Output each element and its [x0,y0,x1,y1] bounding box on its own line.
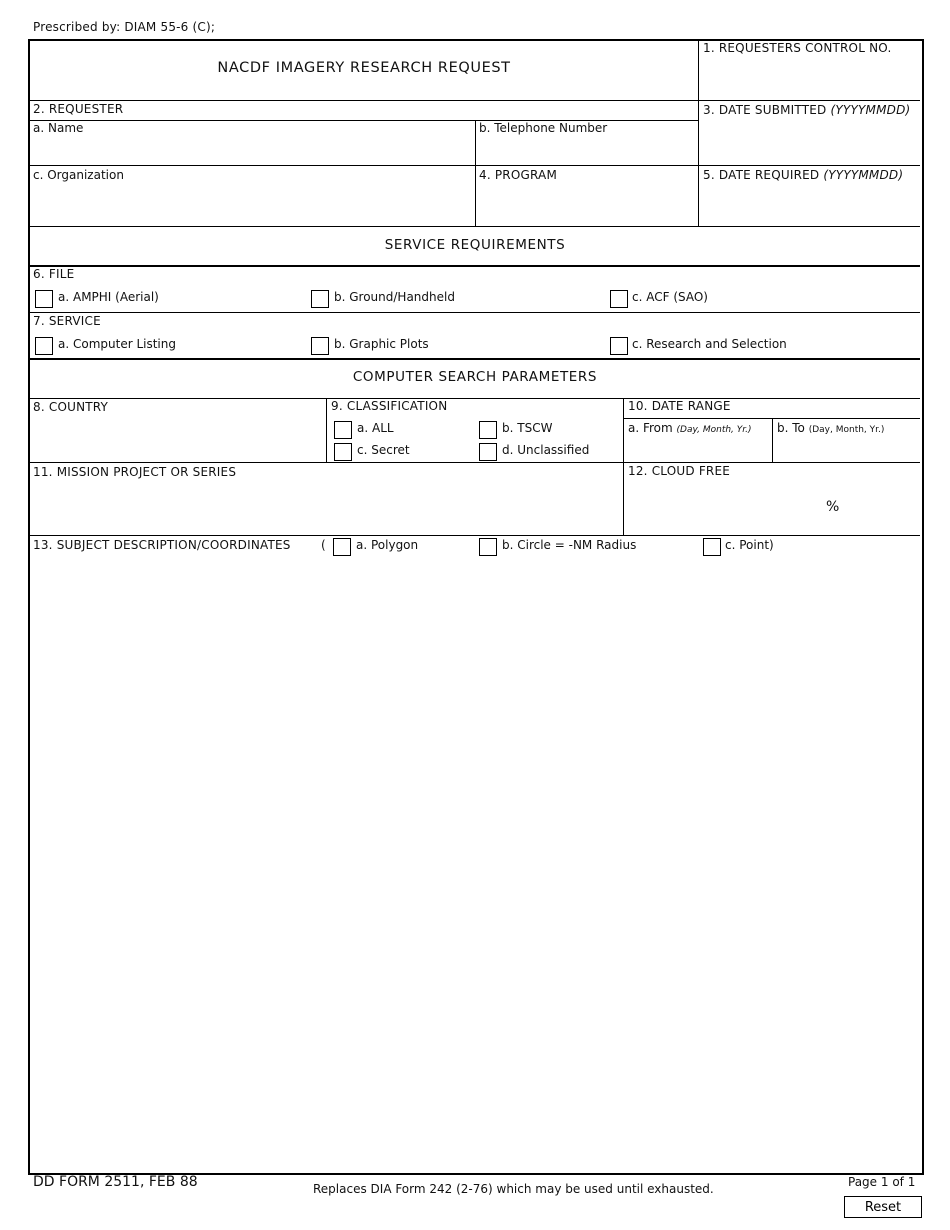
file-ground-label: b. Ground/Handheld [334,290,455,304]
subject-description-label: 13. SUBJECT DESCRIPTION/COORDINATES [33,538,291,552]
subject-circle-checkbox[interactable] [479,538,497,556]
file-ground-checkbox[interactable] [311,290,329,308]
subject-polygon-label: a. Polygon [356,538,419,552]
subject-point-checkbox[interactable] [703,538,721,556]
telephone-input[interactable] [477,138,697,164]
classification-secret-label: c. Secret [357,443,410,457]
cloud-free-input[interactable] [625,496,821,520]
form-title: NACDF IMAGERY RESEARCH REQUEST [217,60,511,76]
telephone-label: b. Telephone Number [479,121,608,135]
percent-sign: % [826,499,840,515]
reset-button[interactable]: Reset [844,1196,922,1218]
replaces-note: Replaces DIA Form 242 (2-76) which may be used until exhausted. [313,1182,714,1196]
program-input[interactable] [477,186,697,224]
file-amphi-label: a. AMPHI (Aerial) [58,290,159,304]
requesters-control-label: 1. REQUESTERS CONTROL NO. [703,41,892,55]
organization-input[interactable] [30,186,474,224]
program-label: 4. PROGRAM [479,168,557,182]
service-requirements-title: SERVICE REQUIREMENTS [384,237,566,253]
requesters-control-input[interactable] [700,58,920,98]
prescribed-by: Prescribed by: DIAM 55-6 (C); [33,20,216,34]
service-computer-listing-checkbox[interactable] [35,337,53,355]
subject-circle-label: b. Circle = -NM Radius [502,538,637,552]
page-indicator: Page 1 of 1 [848,1175,916,1189]
classification-unclassified-checkbox[interactable] [479,443,497,461]
classification-label: 9. CLASSIFICATION [331,399,448,413]
subject-open-paren: ( [321,538,326,552]
service-computer-listing-label: a. Computer Listing [58,337,176,351]
classification-secret-checkbox[interactable] [334,443,352,461]
name-label: a. Name [33,121,84,135]
cloud-free-label: 12. CLOUD FREE [628,464,731,478]
date-submitted-label: 3. DATE SUBMITTED (YYYYMMDD) [703,103,911,117]
date-required-label: 5. DATE REQUIRED (YYYYMMDD) [703,168,904,182]
file-label: 6. FILE [33,267,75,281]
subject-point-label: c. Point) [725,538,774,552]
subject-polygon-checkbox[interactable] [333,538,351,556]
requester-label: 2. REQUESTER [33,102,124,116]
classification-unclassified-label: d. Unclassified [502,443,590,457]
service-graphic-plots-label: b. Graphic Plots [334,337,429,351]
date-to-input[interactable] [774,438,920,460]
file-acf-checkbox[interactable] [610,290,628,308]
service-research-checkbox[interactable] [610,337,628,355]
date-submitted-input[interactable] [700,120,920,162]
organization-label: c. Organization [33,168,124,182]
classification-tscw-checkbox[interactable] [479,421,497,439]
date-range-label: 10. DATE RANGE [628,399,731,413]
search-parameters-title: COMPUTER SEARCH PARAMETERS [352,369,598,385]
service-research-label: c. Research and Selection [632,337,787,351]
country-input[interactable] [30,418,324,460]
date-from-label: a. From (Day, Month, Yr.) [628,421,752,435]
date-required-input[interactable] [700,186,920,224]
country-label: 8. COUNTRY [33,400,109,414]
file-amphi-checkbox[interactable] [35,290,53,308]
classification-all-label: a. ALL [357,421,394,435]
mission-label: 11. MISSION PROJECT OR SERIES [33,465,237,479]
service-label: 7. SERVICE [33,314,101,328]
classification-tscw-label: b. TSCW [502,421,553,435]
mission-input[interactable] [30,484,622,532]
name-input[interactable] [30,138,474,164]
form-number: DD FORM 2511, FEB 88 [33,1174,198,1190]
date-to-label: b. To (Day, Month, Yr.) [777,421,885,435]
date-from-input[interactable] [625,438,771,460]
classification-all-checkbox[interactable] [334,421,352,439]
file-acf-label: c. ACF (SAO) [632,290,708,304]
subject-description-textarea[interactable] [31,562,918,1168]
service-graphic-plots-checkbox[interactable] [311,337,329,355]
